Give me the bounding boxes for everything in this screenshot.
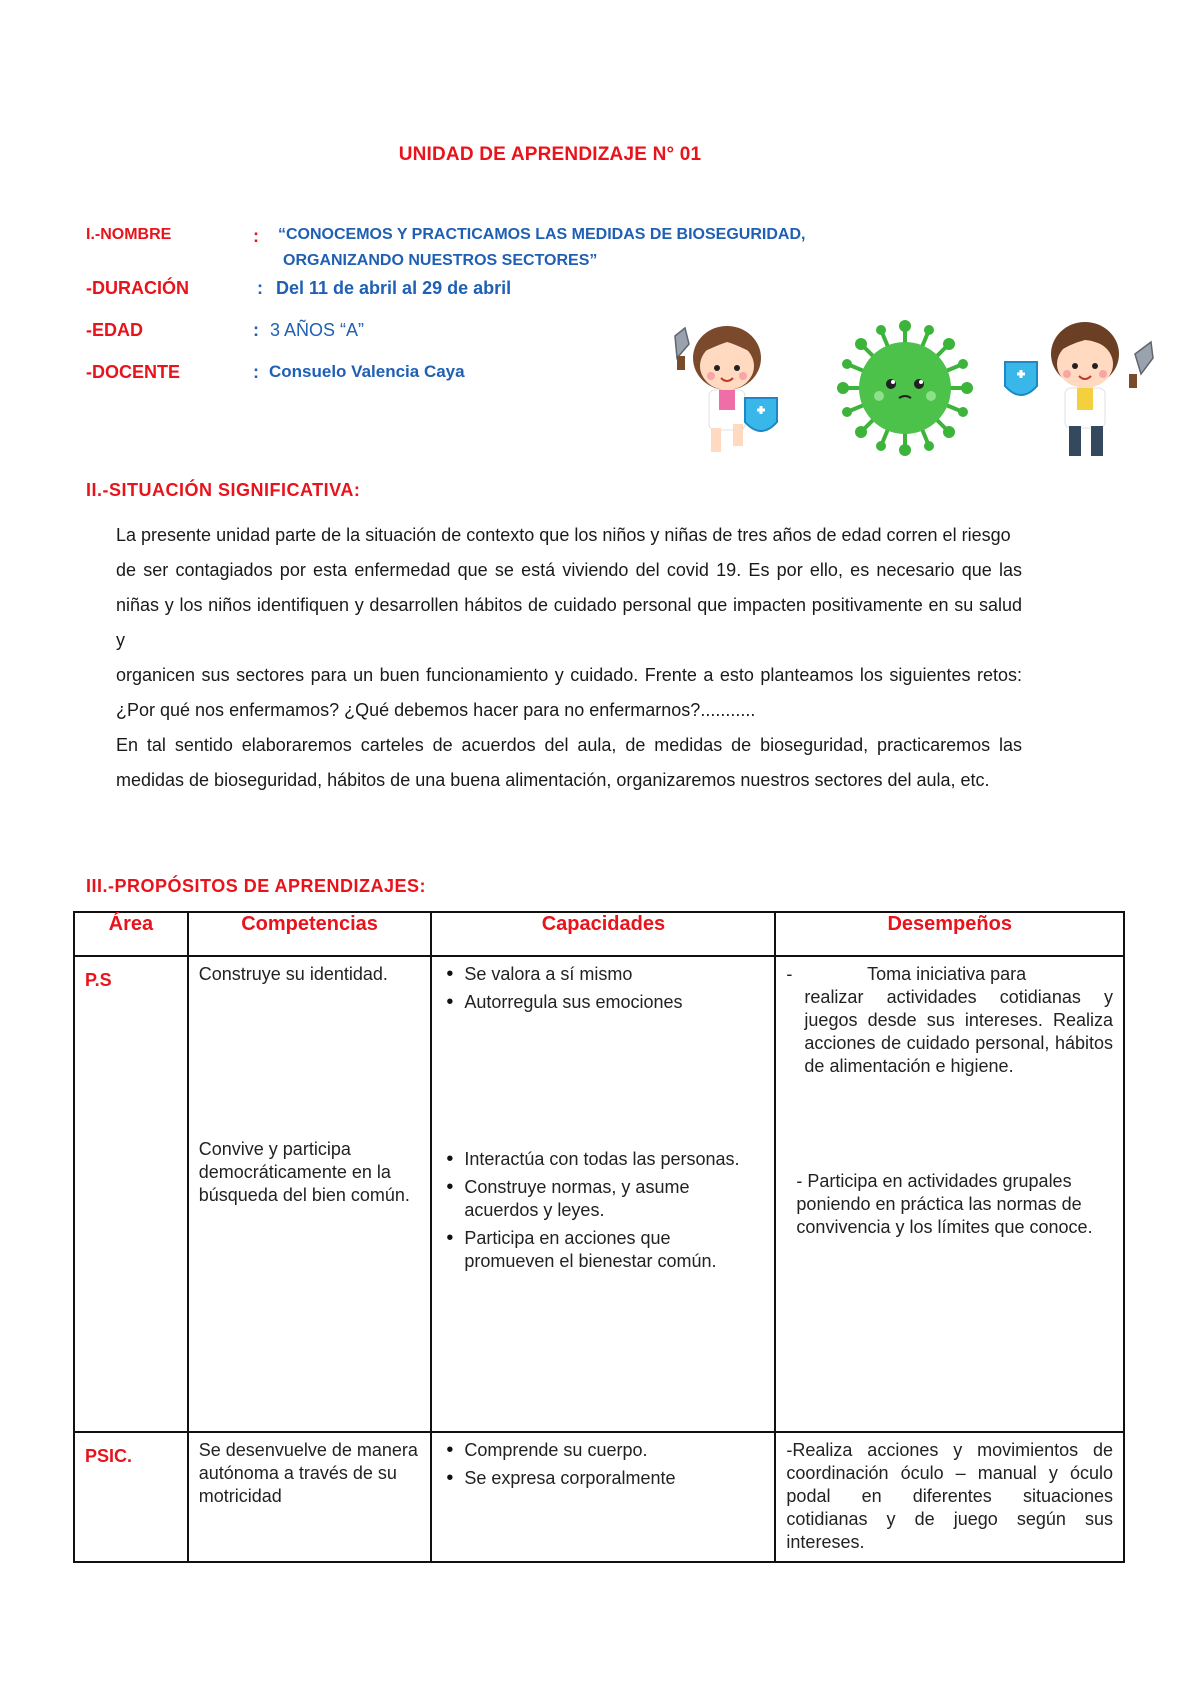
desempeno-3: -Realiza acciones y movimientos de coordinación óculo – manual y óculo podal en diferentes situaciones cotidianas y de juego según sus intereses.	[775, 1432, 1124, 1562]
situacion-paragraph: En tal sentido elaboraremos carteles de acuerdos del aula, de medidas de bioseguridad, practicaremos las medidas de bioseguridad, hábitos de una buena alimentación, organizaremos nuestros sectores del aula, etc.	[116, 735, 1022, 790]
capacidades-cell	[431, 956, 775, 1432]
competencia-convive: Convive y participa democráticamente en la búsqueda del bien común.	[198, 1139, 410, 1205]
competencia-motricidad: Se desenvuelve de manera autónoma a través de su motricidad	[188, 1432, 432, 1562]
list-item: • Construye normas, y asume acuerdos y leyes.	[464, 1176, 764, 1222]
desempenos-cell	[775, 956, 1124, 1432]
docente-colon: :	[253, 362, 259, 382]
docente-value: Consuelo Valencia Caya	[269, 362, 465, 381]
bioseguridad-illustration	[655, 318, 1170, 473]
desempeno-1-lead: - Toma iniciativa para	[786, 964, 1027, 984]
nombre-colon: :	[253, 226, 259, 246]
edad-colon: :	[253, 320, 259, 340]
page-title: UNIDAD DE APRENDIZAJE N° 01	[398, 144, 702, 165]
nombre-value-line1: “CONOCEMOS Y PRACTICAMOS LAS MEDIDAS DE BIOSEGURIDAD,	[278, 226, 806, 243]
header-capacidades: Capacidades	[431, 912, 775, 956]
header-area: Área	[74, 912, 188, 956]
situacion-paragraph: organicen sus sectores para un buen funcionamiento y cuidado. Frente a esto planteamos los siguientes retos: ¿Por qué nos enfermamos? ¿Qué debemos hacer para no enfermarnos?...........	[116, 665, 1022, 720]
list-item: • Interactúa con todas las personas.	[464, 1148, 764, 1171]
area-ps: P.S	[74, 956, 188, 1432]
duracion-colon: :	[257, 278, 263, 298]
capacidades-cell	[431, 1432, 775, 1562]
table-row	[74, 956, 1124, 1432]
propositos-heading: III.-PROPÓSITOS DE APRENDIZAJES:	[86, 876, 427, 896]
nombre-value-line2: ORGANIZANDO NUESTROS SECTORES”	[283, 252, 598, 269]
capacidades-list-1	[444, 963, 764, 1014]
table-header-row	[74, 912, 1124, 956]
situacion-heading: II.-SITUACIÓN SIGNIFICATIVA:	[86, 480, 361, 500]
table-row	[74, 1432, 1124, 1562]
list-item: • Participa en acciones que promueven el bienestar común.	[464, 1227, 764, 1273]
duracion-label: -DURACIÓN	[86, 278, 189, 298]
virus-icon	[837, 320, 973, 456]
header-competencias: Competencias	[188, 912, 432, 956]
desempeno-1: realizar actividades cotidianas y juegos desde sus intereses. Realiza acciones de cuidado personal, hábitos de alimentación e higiene.	[804, 987, 1113, 1076]
header-desempenos: Desempeños	[775, 912, 1124, 956]
capacidades-list-2	[444, 1148, 764, 1273]
edad-value: 3 AÑOS “A”	[270, 320, 365, 340]
competencia-identidad: Construye su identidad.	[198, 964, 388, 984]
list-item: • Se expresa corporalmente	[464, 1467, 764, 1490]
list-item: • Autorregula sus emociones	[464, 991, 764, 1014]
duracion-value: Del 11 de abril al 29 de abril	[276, 278, 512, 298]
propositos-table	[73, 911, 1125, 1563]
list-item: • Se valora a sí mismo	[464, 963, 764, 986]
situacion-text	[116, 518, 1022, 798]
nombre-label: I.-NOMBRE	[86, 226, 172, 243]
boy-with-shield-icon	[1005, 322, 1153, 456]
situacion-paragraph: de ser contagiados por esta enfermedad que se está viviendo del covid 19. Es por ello, es necesario que las niñas y los niños identifiquen y desarrollen hábitos de cuidado personal que impacten positivamente en su salud y	[116, 560, 1022, 650]
desempeno-2: - Participa en actividades grupales poniendo en práctica las normas de convivencia y los límites que conoce.	[796, 1171, 1093, 1237]
area-psic: PSIC.	[74, 1432, 188, 1562]
list-item: • Comprende su cuerpo.	[464, 1439, 764, 1462]
competencias-cell	[188, 956, 432, 1432]
capacidades-list-3	[444, 1439, 764, 1490]
docente-label: -DOCENTE	[86, 362, 180, 382]
edad-label: -EDAD	[86, 320, 143, 340]
situacion-paragraph: La presente unidad parte de la situación de contexto que los niños y niñas de tres años de edad corren el riesgo	[116, 525, 1011, 545]
girl-with-shield-icon	[675, 326, 777, 452]
